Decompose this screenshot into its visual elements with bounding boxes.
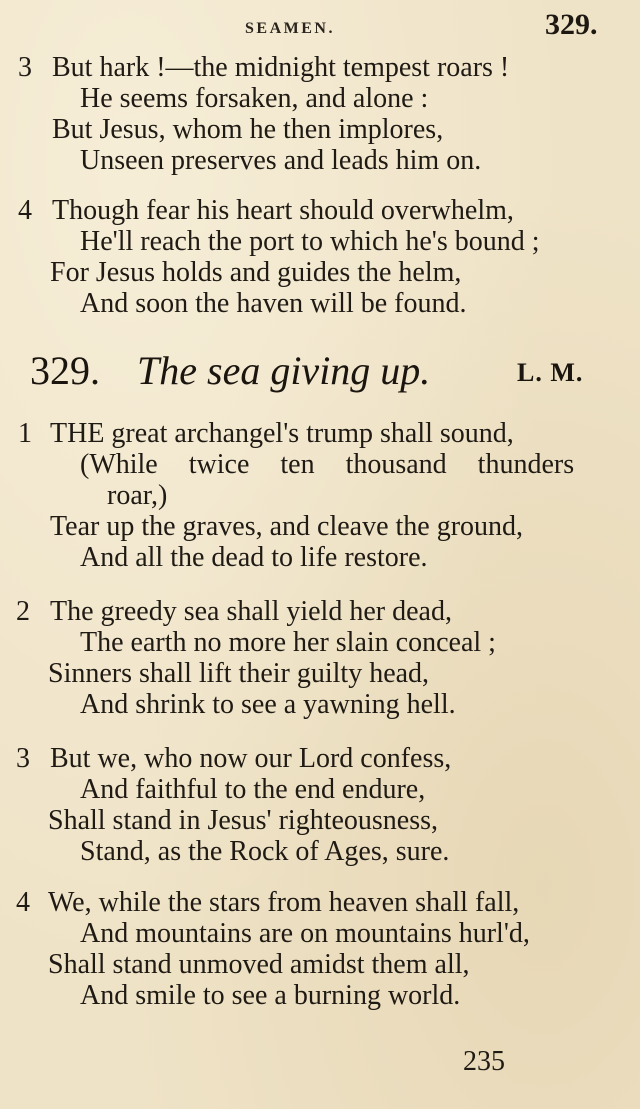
- running-hymn-number: 329.: [545, 8, 598, 41]
- stanza-line: The earth no more her slain conceal ;: [80, 627, 496, 658]
- stanza-line: But we, who now our Lord confess,: [50, 743, 452, 774]
- running-title: SEAMEN.: [245, 20, 335, 37]
- stanza-line: He'll reach the port to which he's bound ;: [80, 226, 540, 257]
- stanza-line: And soon the haven will be found.: [80, 288, 467, 319]
- page-number: 235: [463, 1046, 505, 1077]
- stanza-line: And smile to see a burning world.: [80, 980, 461, 1011]
- stanza-line: The greedy sea shall yield her dead,: [50, 596, 452, 627]
- stanza-line: Stand, as the Rock of Ages, sure.: [80, 836, 450, 867]
- stanza-number: 2: [16, 596, 30, 627]
- stanza-number: 3: [18, 52, 32, 83]
- stanza-line: Though fear his heart should overwhelm,: [52, 195, 514, 226]
- stanza-number: 1: [18, 418, 32, 449]
- stanza-line: But Jesus, whom he then implores,: [52, 114, 444, 145]
- stanza-line: And faithful to the end endure,: [80, 774, 426, 805]
- stanza-line: Sinners shall lift their guilty head,: [48, 658, 430, 689]
- stanza-line: Shall stand unmoved amidst them all,: [48, 949, 470, 980]
- stanza-line: Shall stand in Jesus' righteousness,: [48, 805, 439, 836]
- hymn-title: The sea giving up.: [137, 348, 431, 393]
- hymn-meter: L. M.: [517, 358, 584, 387]
- stanza-line: And all the dead to life restore.: [80, 542, 428, 573]
- stanza-line: And shrink to see a yawning hell.: [80, 689, 456, 720]
- stanza-line: Tear up the graves, and cleave the ground,: [50, 511, 524, 542]
- stanza-line: We, while the stars from heaven shall fall,: [48, 887, 520, 918]
- stanza-number: 3: [16, 743, 30, 774]
- stanza-line: Unseen preserves and leads him on.: [80, 145, 482, 176]
- stanza-line: roar,): [107, 480, 168, 511]
- stanza-line: (While twice ten thousand thunders: [80, 449, 575, 480]
- stanza-line: And mountains are on mountains hurl'd,: [80, 918, 530, 949]
- stanza-line: For Jesus holds and guides the helm,: [50, 257, 462, 288]
- stanza-number: 4: [18, 195, 32, 226]
- running-head: [0, 8, 640, 48]
- hymn-number: 329.: [30, 348, 100, 393]
- stanza-number: 4: [16, 887, 30, 918]
- stanza-line: He seems forsaken, and alone :: [80, 83, 429, 114]
- hymn-heading: [0, 345, 640, 397]
- stanza-line: But hark !—the midnight tempest roars !: [52, 52, 510, 83]
- stanza-line: THE great archangel's trump shall sound,: [50, 418, 514, 449]
